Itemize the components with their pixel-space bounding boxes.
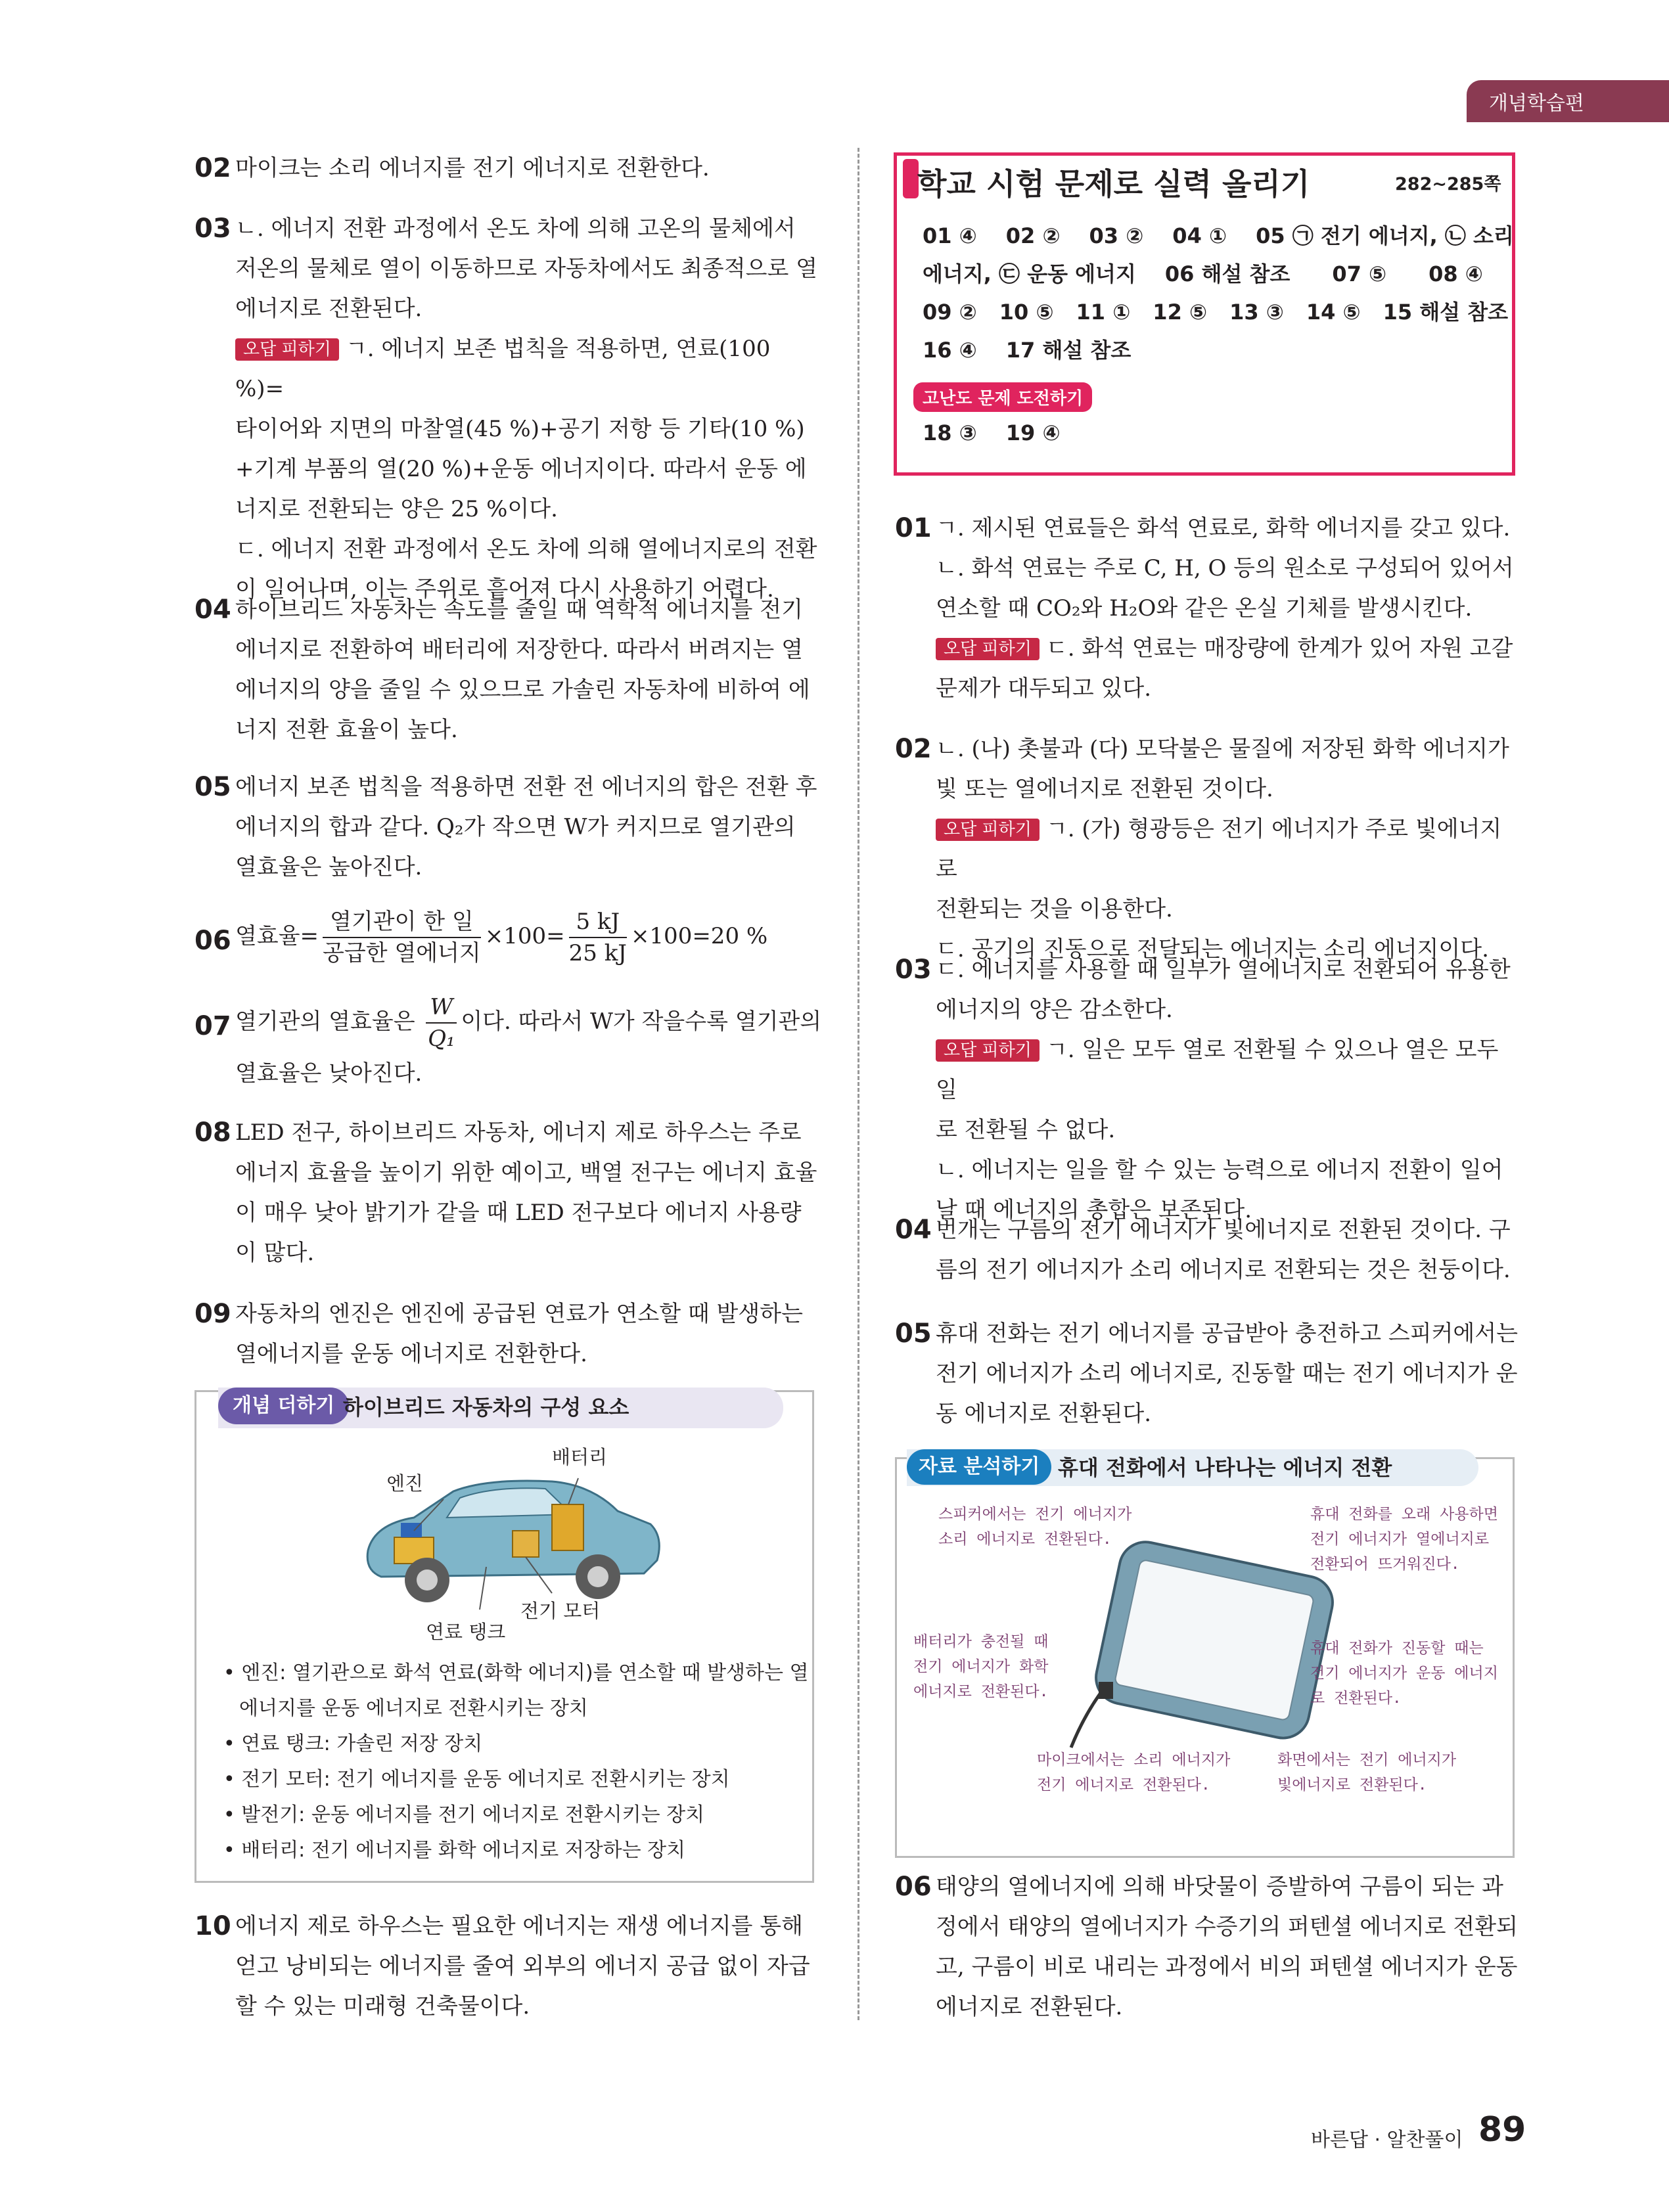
item-number: 02 — [194, 153, 231, 183]
answer-row: 01 ④ 02 ② 03 ② 04 ① 05 ㉠ 전기 에너지, ㉡ 소리 — [923, 223, 1514, 248]
page-number: 89 — [1478, 2110, 1526, 2150]
item-line: 열에너지를 운동 에너지로 전환한다. — [235, 1341, 587, 1367]
item-line: ㄷ. 화석 연료는 매장량에 한계가 있어 자원 고갈 — [1045, 635, 1513, 662]
answer-item-r03 — [895, 950, 1519, 1230]
item-line: ㄷ. 공기의 진동으로 전달되는 에너지는 소리 에너지이다. — [936, 936, 1489, 962]
note-vibrate: 휴대 전화가 진동할 때는 전기 에너지가 운동 에너지 로 전환된다. — [1310, 1640, 1498, 1707]
battery-label: 배터리 — [552, 1446, 608, 1468]
formula-mid: ×100= — [484, 923, 565, 949]
item-line: ㄴ. 에너지 전환 과정에서 온도 차에 의해 고온의 물체에서 — [235, 215, 796, 242]
item-line: 이 많다. — [235, 1240, 315, 1266]
answer-item-r04 — [895, 1210, 1519, 1290]
item-number: 03 — [895, 955, 932, 985]
answer-item-10 — [194, 1907, 825, 2027]
tank-label: 연료 탱크 — [426, 1621, 506, 1643]
item-number: 09 — [194, 1299, 231, 1329]
answer-item-04 — [194, 590, 825, 750]
item-number: 01 — [895, 513, 932, 543]
item-line: 에너지 효율을 높이기 위한 예이고, 백열 전구는 에너지 효율 — [235, 1160, 817, 1186]
item-line: 에너지 보존 법칙을 적용하면 전환 전 에너지의 합은 전환 후 — [235, 774, 817, 800]
item-line: 로 전환될 수 없다. — [936, 1117, 1116, 1143]
bullet-item: • 연료 탱크: 가솔린 저장 장치 — [223, 1732, 483, 1755]
item-line: 할 수 있는 미래형 건축물이다. — [235, 1993, 530, 2020]
item-line: 에너지로 전환하여 배터리에 저장한다. 따라서 버려지는 열 — [235, 637, 803, 663]
item-line: ㄴ. 화석 연료는 주로 C, H, O 등의 원소로 구성되어 있어서 — [936, 555, 1514, 581]
item-number: 06 — [194, 926, 231, 956]
item-line: 너지 전환 효율이 높다. — [235, 717, 458, 743]
item-line: 자동차의 엔진은 엔진에 공급된 연료가 연소할 때 발생하는 — [235, 1301, 803, 1327]
item-line: ㄴ. (나) 촛불과 (다) 모닥불은 물질에 저장된 화학 에너지가 — [936, 736, 1509, 762]
item-number: 08 — [194, 1117, 231, 1148]
item-number: 04 — [895, 1215, 932, 1245]
item-number: 10 — [194, 1911, 231, 1941]
item-line: 얻고 낭비되는 에너지를 줄여 외부의 에너지 공급 없이 자급 — [235, 1953, 810, 1979]
fraction: $\frac{5 kJ}{25 kJ}$ — [569, 907, 627, 968]
answer-item-r06 — [895, 1867, 1519, 2027]
fraction: $\frac{W}{\text{Q₁}}$ — [426, 992, 457, 1054]
item-line: ㄱ. 일은 모두 열로 전환될 수 있으나 열은 모두 일 — [936, 1037, 1499, 1103]
data-analysis-title: 휴대 전화에서 나타나는 에너지 전환 — [1058, 1455, 1392, 1480]
item-line: 에너지로 전환된다. — [235, 296, 423, 322]
answer-item-r02 — [895, 729, 1519, 970]
motor-label: 전기 모터 — [520, 1600, 601, 1622]
note-screen: 화면에서는 전기 에너지가 빛에너지로 전환된다. — [1277, 1751, 1457, 1794]
item-line: 문제가 대두되고 있다. — [936, 675, 1152, 702]
wrong-answer-badge: 오답 피하기 — [936, 1039, 1040, 1062]
column-divider — [857, 148, 859, 2020]
answer-row: 16 ④ 17 해설 참조 — [923, 338, 1132, 363]
item-line: 에너지의 합과 같다. Q₂가 작으면 W가 커지므로 열기관의 — [235, 814, 796, 840]
item-number: 03 — [194, 214, 231, 244]
item-line: 열효율은 높아진다. — [235, 854, 423, 880]
item-number: 05 — [194, 772, 231, 802]
item-line: ㄱ. 제시된 연료들은 화석 연료로, 화학 에너지를 갖고 있다. — [936, 515, 1511, 541]
wrong-answer-badge: 오답 피하기 — [936, 638, 1040, 660]
item-line: 동 에너지로 전환된다. — [936, 1401, 1152, 1427]
answer-row: 18 ③ 19 ④ — [923, 420, 1061, 445]
wrong-answer-badge: 오답 피하기 — [235, 338, 339, 361]
answer-item-r05 — [895, 1314, 1519, 1434]
answer-item-09 — [194, 1294, 825, 1374]
item-line: +기계 부품의 열(20 %)+운동 에너지이다. 따라서 운동 에 — [235, 456, 807, 482]
item-line: 번개는 구름의 전기 에너지가 빛에너지로 전환된 것이다. 구 — [936, 1217, 1511, 1243]
answer-row: 에너지, ㉢ 운동 에너지 06 해설 참조 07 ⑤ 08 ④ — [923, 261, 1483, 286]
answer-item-06 — [194, 907, 825, 968]
item-line: 에너지 제로 하우스는 필요한 에너지는 재생 에너지를 통해 — [235, 1913, 803, 1939]
bullet-item: • 엔진: 열기관으로 화석 연료(화학 에너지)를 연소할 때 발생하는 열 — [223, 1661, 809, 1684]
answer-item-03 — [194, 209, 825, 610]
item-line: 날 때 에너지의 총합은 보존된다. — [936, 1197, 1252, 1223]
item-text: 열기관의 열효율은 — [235, 1008, 423, 1035]
item-line: 고, 구름이 비로 내리는 과정에서 비의 퍼텐셜 에너지가 운동 — [936, 1954, 1518, 1980]
answer-row: 09 ② 10 ⑤ 11 ① 12 ⑤ 13 ③ 14 ⑤ 15 해설 참조 — [923, 300, 1509, 325]
item-number: 05 — [895, 1319, 932, 1349]
item-line: 에너지로 전환된다. — [936, 1994, 1123, 2020]
item-line: 름의 전기 에너지가 소리 에너지로 전환되는 것은 천둥이다. — [936, 1257, 1511, 1283]
item-line: 너지로 전환되는 양은 25 %이다. — [235, 496, 558, 522]
item-number: 06 — [895, 1872, 932, 1902]
challenge-badge: 고난도 문제 도전하기 — [913, 382, 1092, 412]
item-line: ㄴ. 에너지는 일을 할 수 있는 능력으로 에너지 전환이 일어 — [936, 1157, 1503, 1183]
item-number: 04 — [194, 595, 231, 625]
formula-suffix: ×100=20 % — [630, 923, 768, 949]
item-line: 이 매우 낮아 밝기가 같을 때 LED 전구보다 에너지 사용량 — [235, 1200, 802, 1226]
answer-item-02 — [194, 148, 825, 189]
item-line: ㄱ. (가) 형광등은 전기 에너지가 주로 빛에너지로 — [936, 816, 1502, 882]
concept-title: 하이브리드 자동차의 구성 요소 — [343, 1395, 629, 1420]
data-analysis-badge: 자료 분석하기 — [907, 1449, 1051, 1485]
engine-label: 엔진 — [386, 1472, 424, 1495]
item-line: ㄷ. 에너지를 사용할 때 일부가 열에너지로 전환되어 유용한 — [936, 957, 1511, 983]
item-number: 02 — [895, 734, 932, 764]
marker-icon — [903, 159, 919, 198]
answer-item-08 — [194, 1113, 825, 1273]
answer-key-title: 학교 시험 문제로 실력 올리기 — [917, 166, 1310, 202]
answer-item-07 — [194, 992, 825, 1094]
item-number: 07 — [194, 1011, 231, 1041]
item-line: ㄷ. 에너지 전환 과정에서 온도 차에 의해 열에너지로의 전환 — [235, 536, 817, 562]
item-line: 빛 또는 열에너지로 전환된 것이다. — [936, 776, 1273, 802]
note-battery: 배터리가 충전될 때 전기 에너지가 화학 에너지로 전환된다. — [913, 1633, 1049, 1700]
item-line: 저온의 물체로 열이 이동하므로 자동차에서도 최종적으로 열 — [235, 256, 817, 282]
section-tag: 개념학습편 — [1467, 80, 1669, 122]
bullet-item: • 전기 모터: 전기 에너지를 운동 에너지로 전환시키는 장치 — [223, 1768, 730, 1791]
item-line: ㄱ. 에너지 보존 법칙을 적용하면, 연료(100 %)= — [235, 336, 771, 402]
item-line: 전환되는 것을 이용한다. — [936, 896, 1173, 922]
item-line: 에너지의 양을 줄일 수 있으므로 가솔린 자동차에 비하여 에 — [235, 677, 810, 703]
item-line: LED 전구, 하이브리드 자동차, 에너지 제로 하우스는 주로 — [235, 1119, 802, 1146]
item-line: 연소할 때 CO₂와 H₂O와 같은 온실 기체를 발생시킨다. — [936, 595, 1473, 621]
footer-text: 바른답 · 알찬풀이 — [1311, 2129, 1463, 2152]
bullet-item: • 배터리: 전기 에너지를 화학 에너지로 저장하는 장치 — [223, 1839, 686, 1862]
bullet-item: 에너지를 운동 에너지로 전환시키는 장치 — [239, 1697, 588, 1720]
item-text: 이다. 따라서 W가 작을수록 열기관의 — [461, 1008, 822, 1035]
answer-item-05 — [194, 767, 825, 888]
item-line: 에너지의 양은 감소한다. — [936, 997, 1173, 1023]
wrong-answer-badge: 오답 피하기 — [936, 819, 1040, 841]
answer-key-pages: 282~285쪽 — [1395, 174, 1501, 194]
note-long-use: 휴대 전화를 오래 사용하면 전기 에너지가 열에너지로 전환되어 뜨거워진다. — [1310, 1506, 1498, 1573]
item-line: 전기 에너지가 소리 에너지로, 진동할 때는 전기 에너지가 운 — [936, 1361, 1518, 1387]
concept-bullets — [223, 1656, 809, 1868]
note-mic: 마이크에서는 소리 에너지가 전기 에너지로 전환된다. — [1037, 1751, 1231, 1794]
item-line: 하이브리드 자동차는 속도를 줄일 때 역학적 에너지를 전기 — [235, 597, 803, 623]
fraction: $\frac{\text{열기관이 한 일}}{\text{공급한 열에너지}}$ — [323, 907, 481, 968]
item-line: 이 일어나며, 이는 주위로 흩어져 다시 사용하기 어렵다. — [235, 576, 774, 602]
answer-item-r01 — [895, 508, 1519, 709]
item-line: 마이크는 소리 에너지를 전기 에너지로 전환한다. — [235, 155, 710, 181]
item-line: 타이어와 지면의 마찰열(45 %)+공기 저항 등 기타(10 %) — [235, 416, 805, 442]
formula-prefix: 열효율= — [235, 923, 319, 949]
bullet-item: • 발전기: 운동 에너지를 전기 에너지로 전환시키는 장치 — [223, 1803, 705, 1826]
item-line: 휴대 전화는 전기 에너지를 공급받아 충전하고 스피커에서는 — [936, 1320, 1518, 1347]
item-line: 열효율은 낮아진다. — [235, 1060, 423, 1087]
item-line: 정에서 태양의 열에너지가 수증기의 퍼텐셜 에너지로 전환되 — [936, 1914, 1518, 1940]
note-speaker: 스피커에서는 전기 에너지가 소리 에너지로 전환된다. — [938, 1506, 1132, 1548]
item-line: 태양의 열에너지에 의해 바닷물이 증발하여 구름이 되는 과 — [936, 1874, 1503, 1900]
concept-badge: 개념 더하기 — [218, 1388, 349, 1424]
